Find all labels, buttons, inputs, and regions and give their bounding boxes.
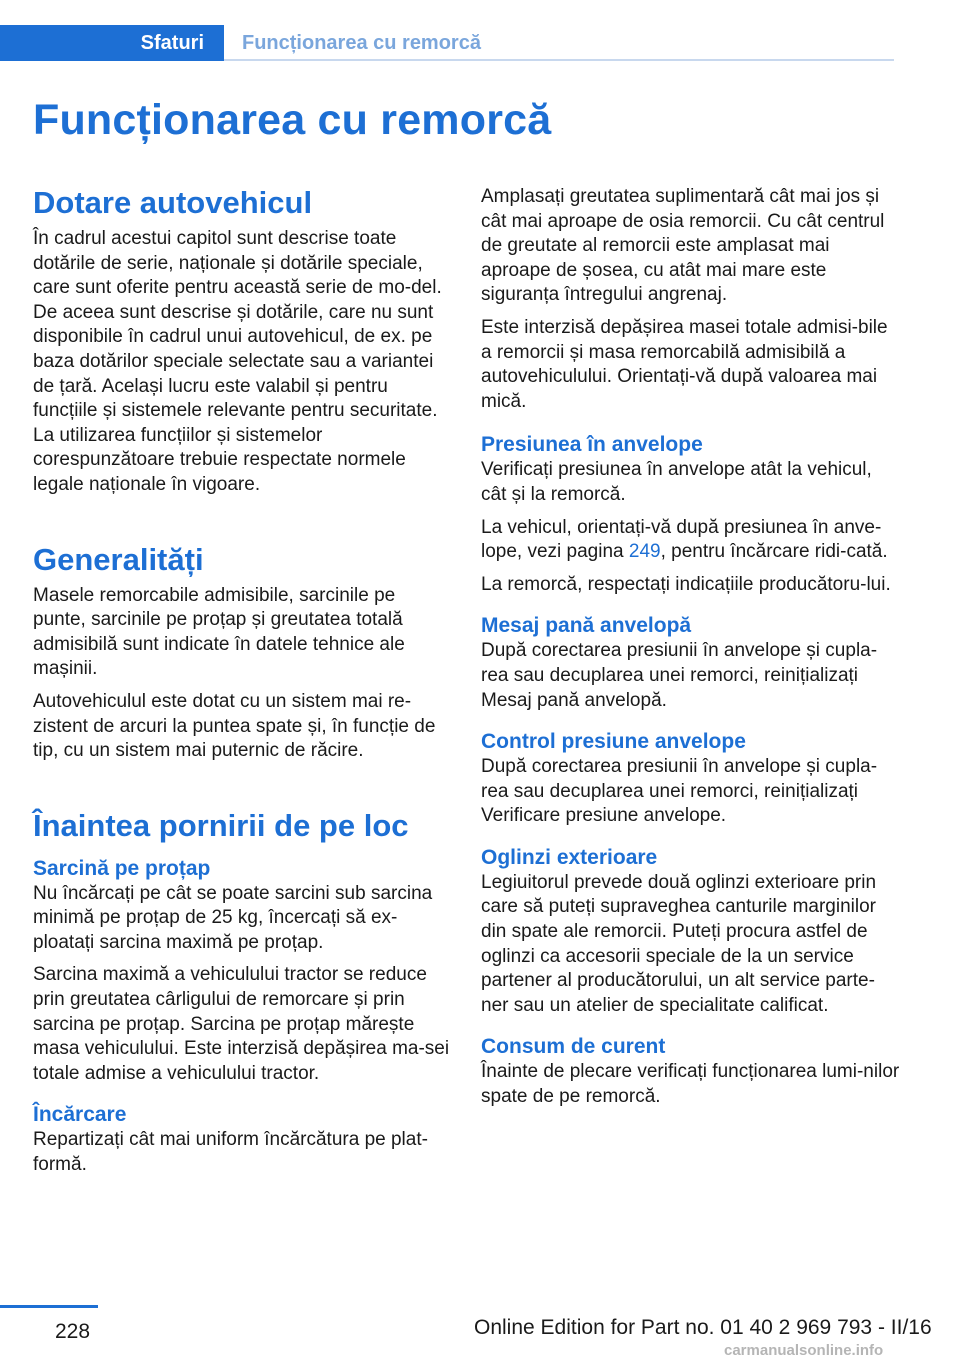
paragraph-mesaj: După corectarea presiunii în anvelope și cupla-rea sau decuplarea unei remorci, reinițializați Mesaj pană anvelopă. [481,640,878,711]
heading-consum: Consum de curent [481,1035,666,1059]
heading-inaintea: Înaintea pornirii de pe loc [33,807,409,843]
page-number: 228 [55,1320,91,1343]
paragraph-presiunea-2 [481,516,901,565]
paragraph-intro-2: Este interzisă depășirea masei totale admisi-bile a remorcii și masa remorcabilă admisibilă a autovehiculului. Orientați-vă după valoarea mai mică. [481,316,888,412]
paragraph-sarcina-1: Nu încărcați pe cât se poate sarcini sub sarcina minimă pe proțap de 25 kg, încercați să ex-ploatați sarcina maximă pe proțap. [33,882,433,953]
paragraph-oglinzi: Legiuitorul prevede două oglinzi exterioare prin care să puteți supraveghea canturile marginilor din spate ale remorcii. Puteți procura astfel de oglinzi ca accesorii speciale de la un service partener al producătorului, un alt service parte-ner sau un atelier de specialitate calificat. [481,871,877,1016]
paragraph-generalitati-1: Masele remorcabile admisibile, sarcinile pe punte, sarcinile pe proțap și greutatea totală admisibilă sunt indicate în datele tehnice ale mașinii. [33,584,405,680]
watermark: carmanualsonline.info [724,1342,884,1359]
paragraph-presiunea-3: La remorcă, respectați indicațiile producătoru-lui. [481,573,891,595]
right-column [481,185,901,1118]
text-presiunea-2b: , pentru încărcare ridi-cată. [660,541,888,563]
paragraph-dotare: În cadrul acestui capitol sunt descrise toate dotările de serie, naționale și dotările speciale, care sunt oferite pentru această serie de mo-del. De aceea sunt descrise și dotările, care nu sunt disponibile în cadrul unui autovehicul, de ex. pe baza dotărilor speciale selectate sau a variantei de țară. Același lucru este valabil și pentru funcțiile și sistemele relevante pentru securitate. La utilizarea funcțiilor și sistemelor corespunzătoare trebuie respectate normele legale naționale în vigoare. [33,228,442,495]
header-rule [224,59,894,61]
footer-rule [0,1305,98,1308]
page-link-249[interactable]: 249 [628,541,661,563]
text-presiunea-2a: La vehicul, orientați-vă după presiunea în anve-lope, vezi pagina [481,516,882,563]
header-section-tab: Sfaturi [0,25,224,61]
left-column [33,185,453,1186]
page-title: Funcționarea cu remorcă [33,96,552,144]
heading-sarcina: Sarcină pe proțap [33,856,211,880]
paragraph-incarcare: Repartizați cât mai uniform încărcătura pe plat-formă. [33,1129,428,1176]
heading-incarcare: Încărcare [33,1103,127,1127]
paragraph-control: După corectarea presiunii în anvelope și cupla-rea sau decuplarea unei remorci, reinițializați Verificare presiune anvelope. [481,756,878,827]
heading-generalitati: Generalități [33,541,204,577]
heading-oglinzi: Oglinzi exterioare [481,845,658,869]
heading-presiunea: Presiunea în anvelope [481,433,703,457]
header-chapter-title: Funcționarea cu remorcă [242,31,481,54]
heading-control: Control presiune anvelope [481,730,746,754]
edition-text: Online Edition for Part no. 01 40 2 969 793 - II/16 [474,1316,932,1339]
paragraph-intro-1: Amplasați greutatea suplimentară cât mai jos și cât mai aproape de osia remorcii. Cu cât centrul de greutate al remorcii este amplasat mai aproape de șosea, cu atât mai mare este siguranța întregului angrenaj. [481,186,885,306]
paragraph-generalitati-2: Autovehiculul este dotat cu un sistem mai re-zistent de arcuri la puntea spate și, în funcție de tip, cu un sistem mai puternic de răcire. [33,690,436,762]
paragraph-sarcina-2: Sarcina maximă a vehiculului tractor se reduce prin greutatea cârligului de remorcare și prin sarcina pe proțap. Sarcina pe proțap mărește masa vehiculului. Este interzisă depășirea ma-sei totale admise a vehiculului tractor. [33,964,450,1084]
heading-mesaj: Mesaj pană anvelopă [481,614,692,638]
heading-dotare: Dotare autovehicul [33,185,313,220]
paragraph-presiunea-1: Verificați presiunea în anvelope atât la vehicul, cât și la remorcă. [481,459,872,505]
paragraph-consum: Înainte de plecare verificați funcționarea lumi-nilor spate de pe remorcă. [481,1061,900,1108]
